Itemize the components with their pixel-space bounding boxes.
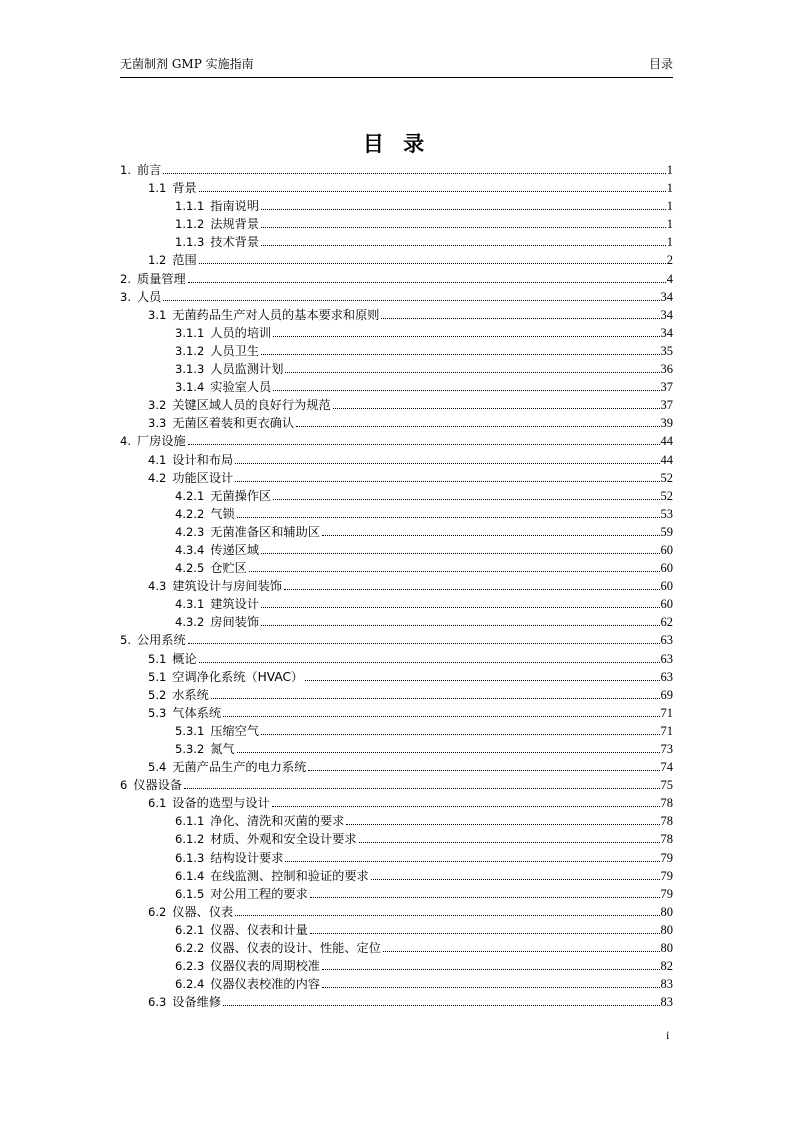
toc-entry-leader-dots bbox=[188, 444, 660, 445]
toc-entry-page-number: 1 bbox=[666, 199, 673, 214]
toc-entry[interactable] bbox=[120, 378, 673, 396]
toc-entry[interactable] bbox=[120, 704, 673, 722]
toc-entry[interactable] bbox=[120, 595, 673, 613]
toc-entry[interactable] bbox=[120, 939, 673, 957]
toc-entry-label: 结构设计要求 bbox=[210, 850, 284, 865]
toc-entry-page-number: 73 bbox=[660, 742, 673, 756]
toc-entry-page-number: 37 bbox=[660, 380, 673, 395]
toc-entry[interactable] bbox=[120, 975, 673, 993]
toc-entry-number: 4.3.2 bbox=[175, 615, 205, 630]
toc-entry-label: 仪器、仪表 bbox=[172, 904, 234, 919]
toc-entry-label: 仪器、仪表的设计、性能、定位 bbox=[210, 941, 381, 956]
toc-entry-page-number: 1 bbox=[666, 217, 673, 232]
toc-entry-leader-dots bbox=[223, 1005, 659, 1006]
toc-entry-number: 4.2.1 bbox=[175, 488, 205, 503]
toc-entry-number: 1.2 bbox=[148, 253, 167, 268]
toc-entry-leader-dots bbox=[371, 879, 660, 880]
toc-entry-leader-dots bbox=[333, 408, 660, 409]
toc-entry-leader-dots bbox=[285, 372, 659, 373]
toc-entry-label: 压缩空气 bbox=[210, 723, 260, 738]
toc-entry-page-number: 60 bbox=[660, 597, 673, 612]
toc-entry-label: 范围 bbox=[172, 253, 197, 268]
toc-entry-label: 水系统 bbox=[172, 687, 209, 702]
toc-entry-leader-dots bbox=[261, 625, 659, 626]
toc-entry-label: 房间装饰 bbox=[210, 615, 260, 630]
toc-entry-leader-dots bbox=[261, 245, 666, 246]
toc-entry-leader-dots bbox=[285, 861, 659, 862]
toc-entry-label: 设计和布局 bbox=[172, 452, 234, 467]
toc-entry-number: 6.1.4 bbox=[175, 868, 205, 883]
toc-entry-number: 1.1.2 bbox=[175, 217, 205, 232]
toc-entry-leader-dots bbox=[188, 643, 660, 644]
toc-entry-label: 建筑设计与房间装饰 bbox=[172, 579, 282, 594]
toc-entry-number: 4.3.4 bbox=[175, 542, 205, 557]
toc-entry-leader-dots bbox=[261, 553, 659, 554]
toc-entry[interactable] bbox=[120, 396, 673, 414]
toc-entry-page-number: 34 bbox=[660, 325, 673, 340]
toc-entry-number: 4. bbox=[120, 434, 131, 449]
header-divider bbox=[120, 77, 673, 78]
toc-entry-label: 仪器仪表校准的内容 bbox=[210, 977, 320, 992]
toc-entry-label: 人员的培训 bbox=[210, 325, 272, 340]
toc-entry-leader-dots bbox=[261, 227, 666, 228]
toc-entry-page-number: 74 bbox=[660, 760, 673, 775]
toc-entry-page-number: 78 bbox=[660, 814, 673, 829]
toc-entry-page-number: 34 bbox=[660, 307, 673, 322]
toc-entry-label: 法规背景 bbox=[210, 217, 260, 232]
toc-entry-number: 6.3 bbox=[148, 995, 167, 1010]
toc-entry-number: 3.1.2 bbox=[175, 343, 205, 358]
toc-entry-number: 5.1 bbox=[148, 669, 167, 684]
toc-entry-page-number: 1 bbox=[666, 163, 673, 177]
toc-entry-page-number: 80 bbox=[660, 941, 673, 956]
toc-entry-leader-dots bbox=[346, 824, 659, 825]
header-section-name: 目录 bbox=[648, 57, 673, 71]
toc-entry-number: 5.3.2 bbox=[175, 742, 205, 756]
toc-entry[interactable] bbox=[120, 885, 673, 903]
toc-entry-leader-dots bbox=[359, 842, 660, 843]
toc-entry-leader-dots bbox=[163, 300, 659, 301]
toc-entry-page-number: 2 bbox=[666, 253, 673, 268]
toc-entry[interactable] bbox=[120, 903, 673, 921]
toc-entry-number: 1.1.3 bbox=[175, 235, 205, 250]
toc-entry-number: 6.2.3 bbox=[175, 959, 205, 974]
toc-entry-label: 仓贮区 bbox=[210, 561, 247, 576]
toc-entry-number: 4.3 bbox=[148, 579, 167, 594]
toc-entry-number: 1.1.1 bbox=[175, 199, 205, 214]
toc-entry-label: 关键区域人员的良好行为规范 bbox=[172, 398, 331, 413]
toc-entry[interactable] bbox=[120, 867, 673, 885]
toc-entry-label: 在线监测、控制和验证的要求 bbox=[210, 868, 369, 883]
toc-entry-number: 4.2.3 bbox=[175, 524, 205, 539]
toc-entry[interactable] bbox=[120, 161, 673, 179]
toc-entry-page-number: 71 bbox=[660, 723, 673, 738]
toc-entry-page-number: 36 bbox=[660, 362, 673, 377]
toc-entry-number: 4.2.5 bbox=[175, 561, 205, 576]
toc-entry[interactable] bbox=[120, 197, 673, 215]
toc-entry-number: 3.2 bbox=[148, 398, 167, 413]
toc-entry-page-number: 71 bbox=[660, 705, 673, 720]
toc-entry-leader-dots bbox=[184, 788, 659, 789]
toc-entry-page-number: 37 bbox=[660, 398, 673, 413]
toc-entry-page-number: 39 bbox=[660, 416, 673, 431]
toc-entry-leader-dots bbox=[188, 282, 666, 283]
toc-entry-page-number: 52 bbox=[660, 488, 673, 503]
toc-entry-number: 3.1.1 bbox=[175, 325, 205, 340]
toc-entry-page-number: 79 bbox=[660, 886, 673, 901]
toc-entry[interactable] bbox=[120, 668, 673, 686]
toc-entry[interactable] bbox=[120, 469, 673, 487]
toc-entry[interactable] bbox=[120, 993, 673, 1011]
toc-entry-leader-dots bbox=[261, 734, 659, 735]
toc-entry-number: 4.3.1 bbox=[175, 597, 205, 612]
toc-entry-leader-dots bbox=[383, 951, 660, 952]
toc-entry[interactable] bbox=[120, 414, 673, 432]
toc-entry[interactable] bbox=[120, 360, 673, 378]
toc-entry[interactable] bbox=[120, 577, 673, 595]
toc-entry[interactable] bbox=[120, 830, 673, 848]
toc-entry-page-number: 52 bbox=[660, 470, 673, 485]
toc-entry-label: 无菌操作区 bbox=[210, 488, 272, 503]
toc-entry-number: 3.1.4 bbox=[175, 380, 205, 395]
toc-entry-page-number: 63 bbox=[660, 633, 673, 648]
toc-entry-number: 6 bbox=[120, 778, 128, 793]
toc-entry-page-number: 35 bbox=[660, 343, 673, 358]
footer-page-number: i bbox=[666, 1028, 670, 1042]
toc-entry-number: 4.2 bbox=[148, 470, 167, 485]
header-document-title: 无菌制剂 GMP 实施指南 bbox=[120, 57, 254, 71]
toc-entry[interactable] bbox=[120, 324, 673, 342]
toc-entry-number: 6.2.4 bbox=[175, 977, 205, 992]
toc-entry[interactable] bbox=[120, 812, 673, 830]
toc-entry-label: 人员监测计划 bbox=[210, 362, 284, 377]
toc-entry-page-number: 59 bbox=[660, 524, 673, 539]
toc-entry-page-number: 83 bbox=[660, 995, 673, 1010]
toc-entry[interactable] bbox=[120, 215, 673, 233]
toc-entry[interactable] bbox=[120, 270, 673, 288]
toc-entry-number: 5.4 bbox=[148, 760, 167, 775]
toc-entry-label: 前言 bbox=[136, 163, 162, 177]
toc-entry-number: 5.2 bbox=[148, 687, 167, 702]
toc-entry-number: 3. bbox=[120, 289, 131, 304]
toc-entry-label: 实验室人员 bbox=[210, 380, 272, 395]
toc-entry-number: 5.3.1 bbox=[175, 723, 205, 738]
toc-entry[interactable] bbox=[120, 650, 673, 668]
toc-entry-label: 指南说明 bbox=[210, 199, 260, 214]
toc-entry[interactable] bbox=[120, 921, 673, 939]
toc-entry-page-number: 83 bbox=[660, 977, 673, 992]
toc-entry-leader-dots bbox=[381, 318, 659, 319]
toc-entry-page-number: 44 bbox=[660, 434, 673, 449]
toc-entry-page-number: 75 bbox=[660, 778, 673, 793]
toc-entry-leader-dots bbox=[237, 517, 660, 518]
toc-entry-number: 6.2 bbox=[148, 904, 167, 919]
toc-entry-leader-dots bbox=[310, 897, 660, 898]
toc-entry-page-number: 79 bbox=[660, 868, 673, 883]
toc-entry-leader-dots bbox=[273, 336, 659, 337]
toc-entry-number: 5. bbox=[120, 633, 131, 648]
toc-entry-label: 建筑设计 bbox=[210, 597, 260, 612]
toc-entry[interactable] bbox=[120, 451, 673, 469]
toc-entry-number: 1. bbox=[120, 163, 131, 177]
toc-entry-label: 对公用工程的要求 bbox=[210, 886, 308, 901]
toc-entry-page-number: 62 bbox=[660, 615, 673, 630]
toc-entry-number: 6.1 bbox=[148, 796, 167, 811]
toc-entry[interactable] bbox=[120, 541, 673, 559]
toc-entry-label: 背景 bbox=[172, 181, 197, 196]
toc-entry[interactable] bbox=[120, 776, 673, 794]
toc-entry-leader-dots bbox=[273, 499, 659, 500]
toc-entry-label: 公用系统 bbox=[136, 633, 186, 648]
toc-entry-leader-dots bbox=[310, 933, 660, 934]
toc-entry-label: 材质、外观和安全设计要求 bbox=[210, 832, 357, 847]
toc-entry[interactable] bbox=[120, 559, 673, 577]
toc-entry[interactable] bbox=[120, 179, 673, 197]
toc-entry[interactable] bbox=[120, 251, 673, 269]
toc-entry[interactable] bbox=[120, 740, 673, 758]
table-of-contents bbox=[120, 161, 673, 1011]
toc-entry-leader-dots bbox=[322, 969, 660, 970]
toc-entry-number: 5.1 bbox=[148, 651, 167, 666]
toc-entry-number: 1.1 bbox=[148, 181, 167, 196]
toc-entry-leader-dots bbox=[249, 571, 660, 572]
toc-entry-leader-dots bbox=[235, 481, 659, 482]
toc-entry-page-number: 34 bbox=[660, 289, 673, 304]
toc-entry-leader-dots bbox=[296, 426, 659, 427]
toc-entry-label: 无菌准备区和辅助区 bbox=[210, 524, 320, 539]
toc-entry-label: 无菌产品生产的电力系统 bbox=[172, 760, 307, 775]
toc-entry-page-number: 60 bbox=[660, 542, 673, 557]
toc-entry[interactable] bbox=[120, 505, 673, 523]
toc-entry[interactable] bbox=[120, 613, 673, 631]
toc-entry-label: 人员 bbox=[136, 289, 162, 304]
page-header bbox=[120, 55, 673, 73]
toc-entry[interactable] bbox=[120, 631, 673, 649]
toc-entry-page-number: 63 bbox=[660, 669, 673, 684]
toc-entry-label: 净化、清洗和灭菌的要求 bbox=[210, 814, 345, 829]
toc-entry[interactable] bbox=[120, 523, 673, 541]
toc-entry-page-number: 60 bbox=[660, 579, 673, 594]
toc-entry-page-number: 80 bbox=[660, 904, 673, 919]
toc-entry-label: 气体系统 bbox=[172, 705, 222, 720]
toc-entry-number: 3.1.3 bbox=[175, 362, 205, 377]
toc-entry-number: 6.1.3 bbox=[175, 850, 205, 865]
toc-entry[interactable] bbox=[120, 849, 673, 867]
toc-entry-leader-dots bbox=[272, 806, 660, 807]
toc-entry-leader-dots bbox=[261, 209, 666, 210]
toc-entry[interactable] bbox=[120, 342, 673, 360]
toc-entry-leader-dots bbox=[305, 680, 659, 681]
toc-entry-number: 6.2.1 bbox=[175, 922, 205, 937]
toc-entry-leader-dots bbox=[223, 716, 659, 717]
toc-entry-number: 6.1.1 bbox=[175, 814, 205, 829]
toc-entry-page-number: 44 bbox=[660, 452, 673, 467]
toc-entry-page-number: 53 bbox=[660, 506, 673, 521]
page-title: 目 录 bbox=[362, 132, 431, 156]
toc-entry-label: 设备的选型与设计 bbox=[172, 796, 270, 811]
toc-entry-page-number: 63 bbox=[660, 651, 673, 666]
toc-entry-page-number: 69 bbox=[660, 687, 673, 702]
toc-entry-label: 质量管理 bbox=[136, 271, 186, 286]
toc-entry-label: 人员卫生 bbox=[210, 343, 260, 358]
toc-entry[interactable] bbox=[120, 722, 673, 740]
toc-entry-leader-dots bbox=[322, 535, 660, 536]
toc-entry-label: 概论 bbox=[172, 651, 197, 666]
toc-entry-page-number: 82 bbox=[660, 959, 673, 974]
toc-entry[interactable] bbox=[120, 957, 673, 975]
toc-entry-leader-dots bbox=[308, 770, 659, 771]
toc-entry-label: 设备维修 bbox=[172, 995, 222, 1010]
toc-entry-label: 技术背景 bbox=[210, 235, 260, 250]
toc-entry[interactable] bbox=[120, 794, 673, 812]
toc-entry[interactable] bbox=[120, 686, 673, 704]
toc-entry-number: 6.1.2 bbox=[175, 832, 205, 847]
toc-entry-label: 功能区设计 bbox=[172, 470, 234, 485]
toc-entry-page-number: 78 bbox=[660, 832, 673, 847]
toc-entry-label: 氮气 bbox=[210, 742, 235, 756]
toc-entry-label: 无菌区着装和更衣确认 bbox=[172, 416, 295, 431]
toc-entry[interactable] bbox=[120, 487, 673, 505]
toc-entry-page-number: 78 bbox=[660, 796, 673, 811]
toc-entry-leader-dots bbox=[237, 752, 660, 753]
toc-entry-leader-dots bbox=[199, 263, 666, 264]
toc-entry[interactable] bbox=[120, 288, 673, 306]
toc-entry-label: 无菌药品生产对人员的基本要求和原则 bbox=[172, 307, 380, 322]
toc-entry-label: 气锁 bbox=[210, 506, 235, 521]
toc-entry-label: 厂房设施 bbox=[136, 434, 186, 449]
toc-entry-leader-dots bbox=[211, 698, 660, 699]
toc-entry-page-number: 80 bbox=[660, 922, 673, 937]
toc-entry-number: 2. bbox=[120, 271, 131, 286]
toc-entry-label: 传递区域 bbox=[210, 542, 260, 557]
toc-entry-page-number: 1 bbox=[666, 181, 673, 196]
toc-entry-leader-dots bbox=[322, 987, 660, 988]
toc-entry-number: 6.1.5 bbox=[175, 886, 205, 901]
toc-entry-leader-dots bbox=[235, 463, 659, 464]
toc-entry-page-number: 79 bbox=[660, 850, 673, 865]
toc-entry-number: 4.2.2 bbox=[175, 506, 205, 521]
toc-entry-label: 仪器设备 bbox=[133, 778, 183, 793]
toc-entry-leader-dots bbox=[199, 191, 666, 192]
toc-entry-leader-dots bbox=[235, 915, 659, 916]
toc-entry-number: 3.1 bbox=[148, 307, 167, 322]
toc-entry-leader-dots bbox=[261, 607, 659, 608]
toc-entry[interactable] bbox=[120, 233, 673, 251]
toc-entry-number: 5.3 bbox=[148, 705, 167, 720]
toc-entry[interactable] bbox=[120, 306, 673, 324]
toc-entry-leader-dots bbox=[284, 589, 660, 590]
toc-entry-number: 4.1 bbox=[148, 452, 167, 467]
toc-entry[interactable] bbox=[120, 432, 673, 450]
toc-entry-leader-dots bbox=[199, 662, 660, 663]
toc-entry-leader-dots bbox=[261, 354, 659, 355]
toc-entry-number: 3.3 bbox=[148, 416, 167, 431]
toc-entry[interactable] bbox=[120, 758, 673, 776]
toc-entry-label: 空调净化系统（HVAC） bbox=[172, 669, 304, 684]
toc-entry-leader-dots bbox=[273, 390, 659, 391]
toc-entry-label: 仪器、仪表和计量 bbox=[210, 922, 308, 937]
toc-entry-label: 仪器仪表的周期校准 bbox=[210, 959, 320, 974]
toc-entry-leader-dots bbox=[163, 173, 665, 174]
toc-entry-page-number: 4 bbox=[666, 271, 673, 286]
toc-entry-page-number: 60 bbox=[660, 561, 673, 576]
toc-entry-page-number: 1 bbox=[666, 235, 673, 250]
toc-entry-number: 6.2.2 bbox=[175, 941, 205, 956]
